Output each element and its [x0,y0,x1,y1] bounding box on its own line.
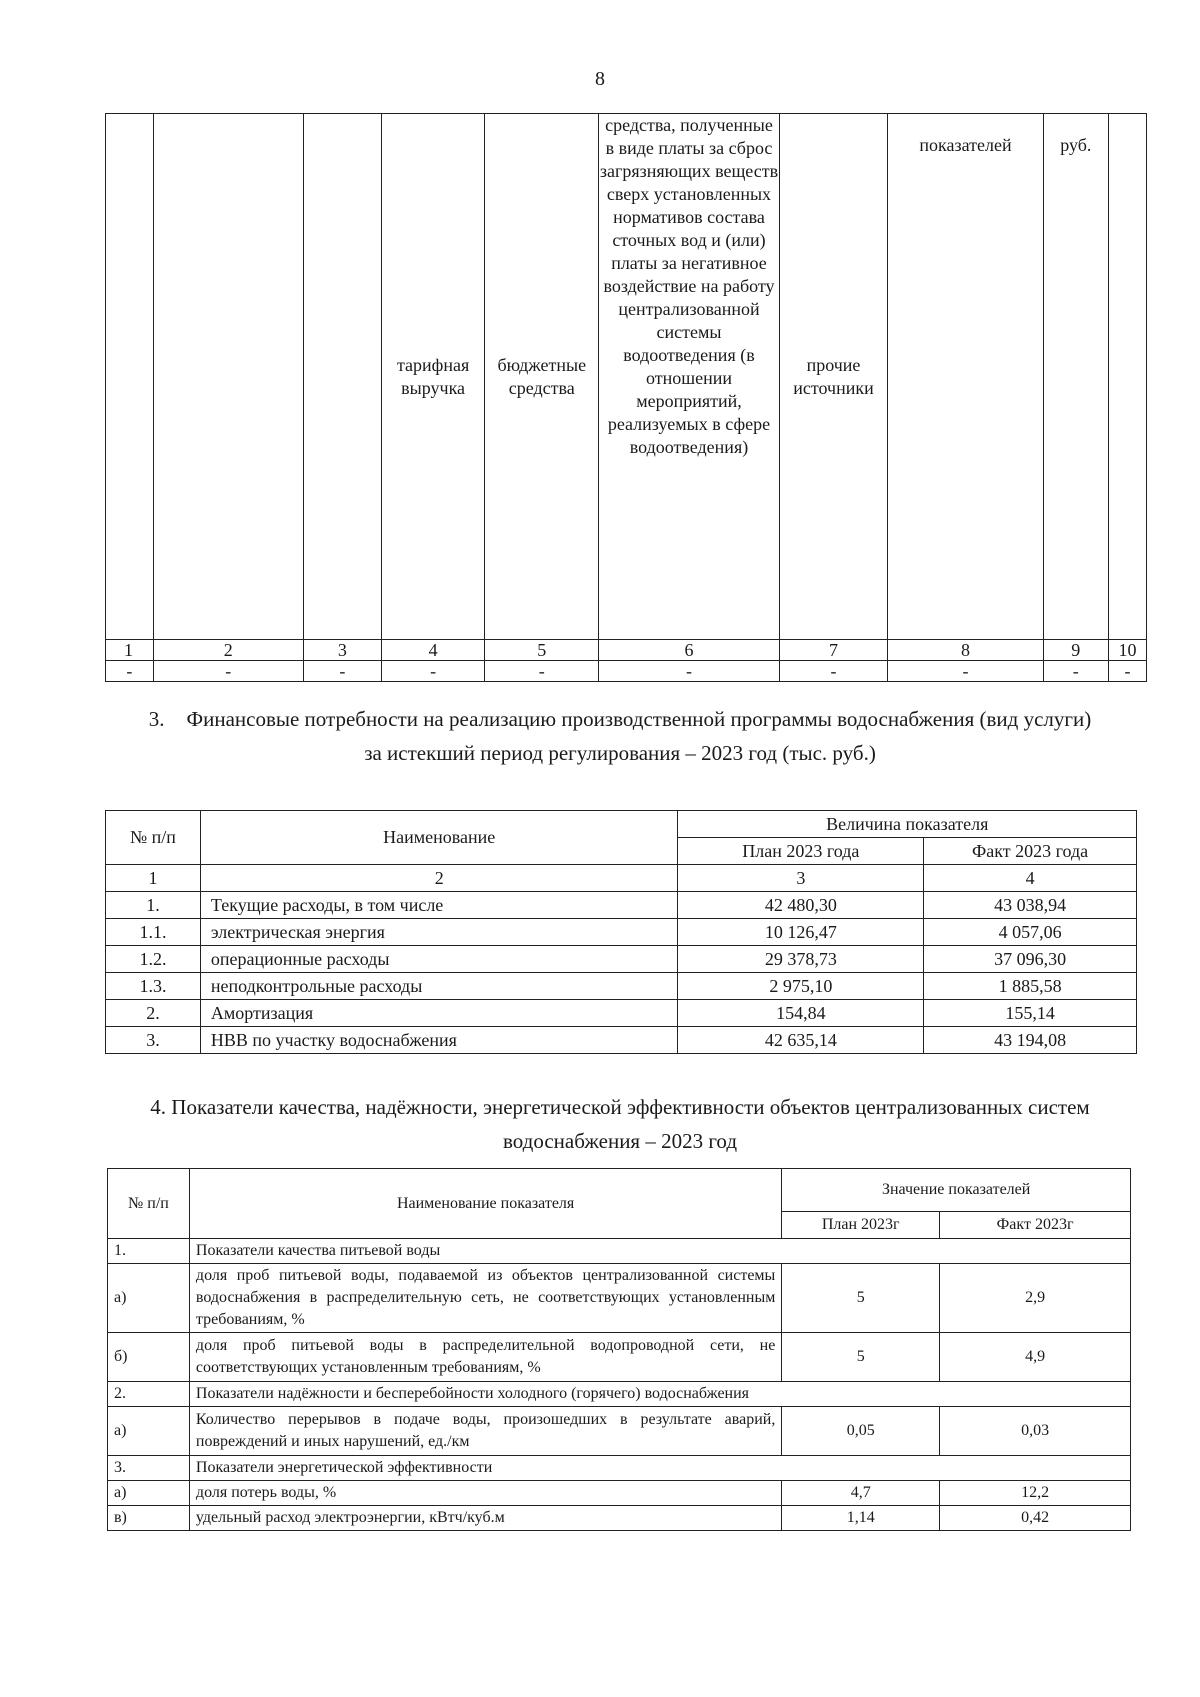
header-plan: План 2023г [782,1212,940,1239]
section-3-title-line-1: Финансовые потребности на реализацию производственной программы водоснабжения (вид услуги) [186,707,1092,731]
header-cell-2 [153,114,303,640]
section-row [108,1456,1131,1481]
row-num: 1.1. [106,919,201,946]
header-plan: План 2023 года [678,838,924,865]
column-number: 8 [888,640,1043,661]
column-number: 2 [153,640,303,661]
header-num: № п/п [108,1169,190,1239]
header-rub: руб. [1043,114,1108,640]
row-plan: 4,7 [782,1481,940,1506]
row-name: НВВ по участку водоснабжения [200,1027,678,1054]
column-index: 3 [678,865,924,892]
column-index: 1 [106,865,201,892]
header-cell-10 [1108,114,1146,640]
row-plan: 0,05 [782,1407,940,1456]
row-plan: 1,14 [782,1506,940,1531]
column-number: 9 [1043,640,1108,661]
dash-cell: - [1043,661,1108,682]
table-row [106,973,1137,1000]
row-fact: 4,9 [940,1333,1131,1382]
header-cell-3 [303,114,381,640]
table-row [108,1481,1131,1506]
dash-cell: - [1108,661,1146,682]
header-row [106,811,1137,838]
row-plan: 5 [782,1264,940,1333]
row-name: неподконтрольные расходы [200,973,678,1000]
row-num: а) [108,1264,190,1333]
row-name: Амортизация [200,1000,678,1027]
column-index-row [106,865,1137,892]
row-num: в) [108,1506,190,1531]
dash-cell: - [153,661,303,682]
section-4-title-line-2: водоснабжения – 2023 год [502,1129,738,1153]
header-indicators: показателей [888,114,1043,640]
column-number-row [106,640,1147,661]
row-num: 1. [106,892,201,919]
column-number: 3 [303,640,381,661]
row-name: доля потерь воды, % [189,1481,781,1506]
table-row [106,946,1137,973]
column-number: 6 [599,640,779,661]
header-tariff-revenue: тарифная выручка [381,114,484,640]
row-plan: 42 635,14 [678,1027,924,1054]
row-num: 1.3. [106,973,201,1000]
column-index: 4 [924,865,1137,892]
row-plan: 29 378,73 [678,946,924,973]
dash-cell: - [381,661,484,682]
header-value-group: Значение показателей [782,1169,1131,1212]
table-row [106,892,1137,919]
row-num: 3. [106,1027,201,1054]
dash-cell: - [303,661,381,682]
dash-cell: - [106,661,154,682]
row-fact: 0,42 [940,1506,1131,1531]
dash-cell: - [888,661,1043,682]
table-row [108,1333,1131,1382]
row-num: а) [108,1481,190,1506]
row-fact: 43 194,08 [924,1027,1137,1054]
row-fact: 37 096,30 [924,946,1137,973]
quality-indicators-table [107,1168,1131,1531]
financial-needs-table [105,810,1137,1054]
column-number: 1 [106,640,154,661]
header-budget-funds: бюджетные средства [485,114,599,640]
row-num: 2. [108,1382,190,1407]
header-name: Наименование [200,811,678,865]
page-number: 8 [595,68,605,90]
row-fact: 155,14 [924,1000,1137,1027]
section-name: Показатели качества питьевой воды [189,1239,1130,1264]
row-plan: 42 480,30 [678,892,924,919]
row-plan: 2 975,10 [678,973,924,1000]
section-row [108,1239,1131,1264]
dash-cell: - [599,661,779,682]
row-plan: 10 126,47 [678,919,924,946]
row-num: 3. [108,1456,190,1481]
row-name: удельный расход электроэнергии, кВтч/куб.м [189,1506,781,1531]
row-num: 1. [108,1239,190,1264]
column-index: 2 [200,865,678,892]
header-cell-1 [106,114,154,640]
section-name: Показатели энергетической эффективности [189,1456,1130,1481]
row-name: операционные расходы [200,946,678,973]
column-number: 10 [1108,640,1146,661]
header-row [108,1169,1131,1212]
financing-sources-table [105,113,1147,682]
row-name: Текущие расходы, в том числе [200,892,678,919]
row-plan: 5 [782,1333,940,1382]
table-row [106,919,1137,946]
row-fact: 43 038,94 [924,892,1137,919]
row-num: 2. [106,1000,201,1027]
row-name: электрическая энергия [200,919,678,946]
row-name: Количество перерывов в подаче воды, произошедших в результате аварий, повреждений и иных нарушений, ед./км [189,1407,781,1456]
section-row [108,1382,1131,1407]
table-row [108,1264,1131,1333]
row-fact: 0,03 [940,1407,1131,1456]
section-3-number: 3. [148,707,165,731]
row-fact: 2,9 [940,1264,1131,1333]
header-row [106,114,1147,640]
table-row [106,1000,1137,1027]
row-fact: 1 885,58 [924,973,1137,1000]
section-4-title-line-1: 4. Показатели качества, надёжности, энергетической эффективности объектов централизованных систем [150,1095,1090,1119]
column-number: 4 [381,640,484,661]
header-pollution-fees: средства, полученные в виде платы за сброс загрязняющих веществ сверх установленных нормативов состава сточных вод и (или) платы за негативное воздействие на работу централизованной системы водоотведения (в отношении мероприятий, реализуемых в сфере водоотведения) [599,114,779,640]
header-fact: Факт 2023г [940,1212,1131,1239]
header-num: № п/п [106,811,201,865]
table-row [108,1506,1131,1531]
header-value-group: Величина показателя [678,811,1137,838]
header-fact: Факт 2023 года [924,838,1137,865]
row-num: б) [108,1333,190,1382]
column-number: 5 [485,640,599,661]
row-fact: 4 057,06 [924,919,1137,946]
row-plan: 154,84 [678,1000,924,1027]
section-3-title [120,702,1120,770]
row-num: а) [108,1407,190,1456]
header-other-sources: прочие источники [779,114,888,640]
column-number: 7 [779,640,888,661]
section-name: Показатели надёжности и бесперебойности холодного (горячего) водоснабжения [189,1382,1130,1407]
dash-cell: - [779,661,888,682]
row-name: доля проб питьевой воды, подаваемой из объектов централизованной системы водоснабжения в распределительную сеть, не соответствующих установленным требованиям, % [189,1264,781,1333]
row-num: 1.2. [106,946,201,973]
section-3-title-line-2: за истекший период регулирования – 2023 год (тыс. руб.) [364,741,876,765]
empty-data-row [106,661,1147,682]
dash-cell: - [485,661,599,682]
table-row [108,1407,1131,1456]
table-row [106,1027,1137,1054]
row-name: доля проб питьевой воды в распределительной водопроводной сети, не соответствующих установленным требованиям, % [189,1333,781,1382]
row-fact: 12,2 [940,1481,1131,1506]
section-4-title [120,1090,1120,1158]
header-name: Наименование показателя [189,1169,781,1239]
